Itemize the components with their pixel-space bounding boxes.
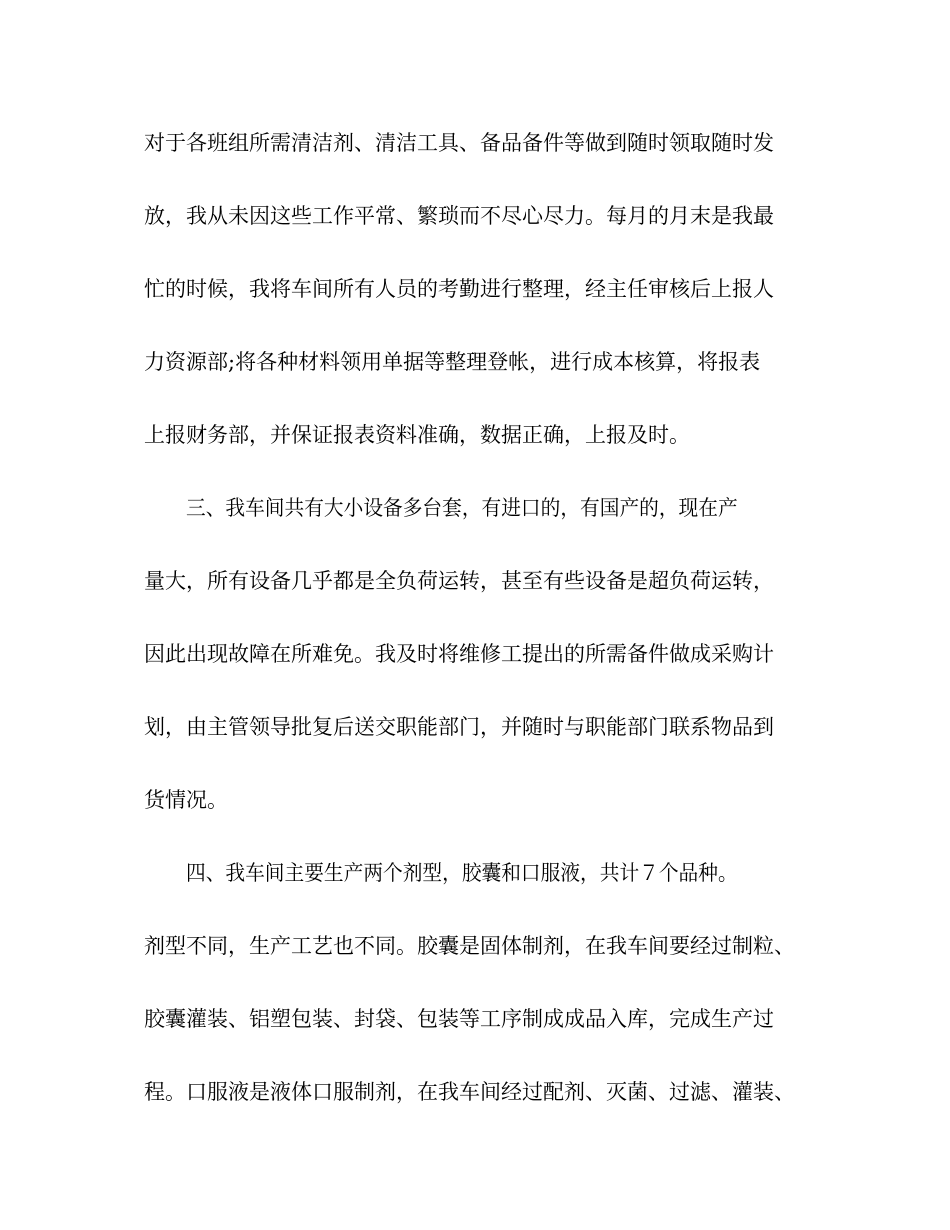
text-line-6: 三、我车间共有大小设备多台套，有进口的，有国产的，现在产 xyxy=(186,496,738,520)
text-line-4: 力资源部;将各种材料领用单据等整理登帐，进行成本核算，将报表 xyxy=(144,350,761,374)
text-line-3: 忙的时候，我将车间所有人员的考勤进行整理，经主任审核后上报人 xyxy=(144,277,774,301)
text-line-11: 四、我车间主要生产两个剂型，胶囊和口服液，共计７个品种。 xyxy=(186,861,738,885)
text-line-5: 上报财务部，并保证报表资料准确，数据正确，上报及时。 xyxy=(144,423,690,447)
text-line-12: 剂型不同，生产工艺也不同。胶囊是固体制剂，在我车间要经过制粒、 xyxy=(144,934,795,958)
text-line-9: 划，由主管领导批复后送交职能部门，并随时与职能部门联系物品到 xyxy=(144,715,774,739)
text-line-13: 胶囊灌装、铝塑包装、封袋、包装等工序制成成品入库，完成生产过 xyxy=(144,1007,774,1031)
text-line-8: 因此出现故障在所难免。我及时将维修工提出的所需备件做成采购计 xyxy=(144,642,774,666)
text-line-1: 对于各班组所需清洁剂、清洁工具、备品备件等做到随时领取随时发 xyxy=(144,131,774,155)
text-line-10: 货情况。 xyxy=(144,788,228,812)
text-line-14: 程。口服液是液体口服制剂，在我车间经过配剂、灭菌、过滤、灌装、 xyxy=(144,1080,795,1104)
text-line-2: 放，我从未因这些工作平常、繁琐而不尽心尽力。每月的月末是我最 xyxy=(144,204,774,228)
text-line-7: 量大，所有设备几乎都是全负荷运转，甚至有些设备是超负荷运转， xyxy=(144,569,774,593)
